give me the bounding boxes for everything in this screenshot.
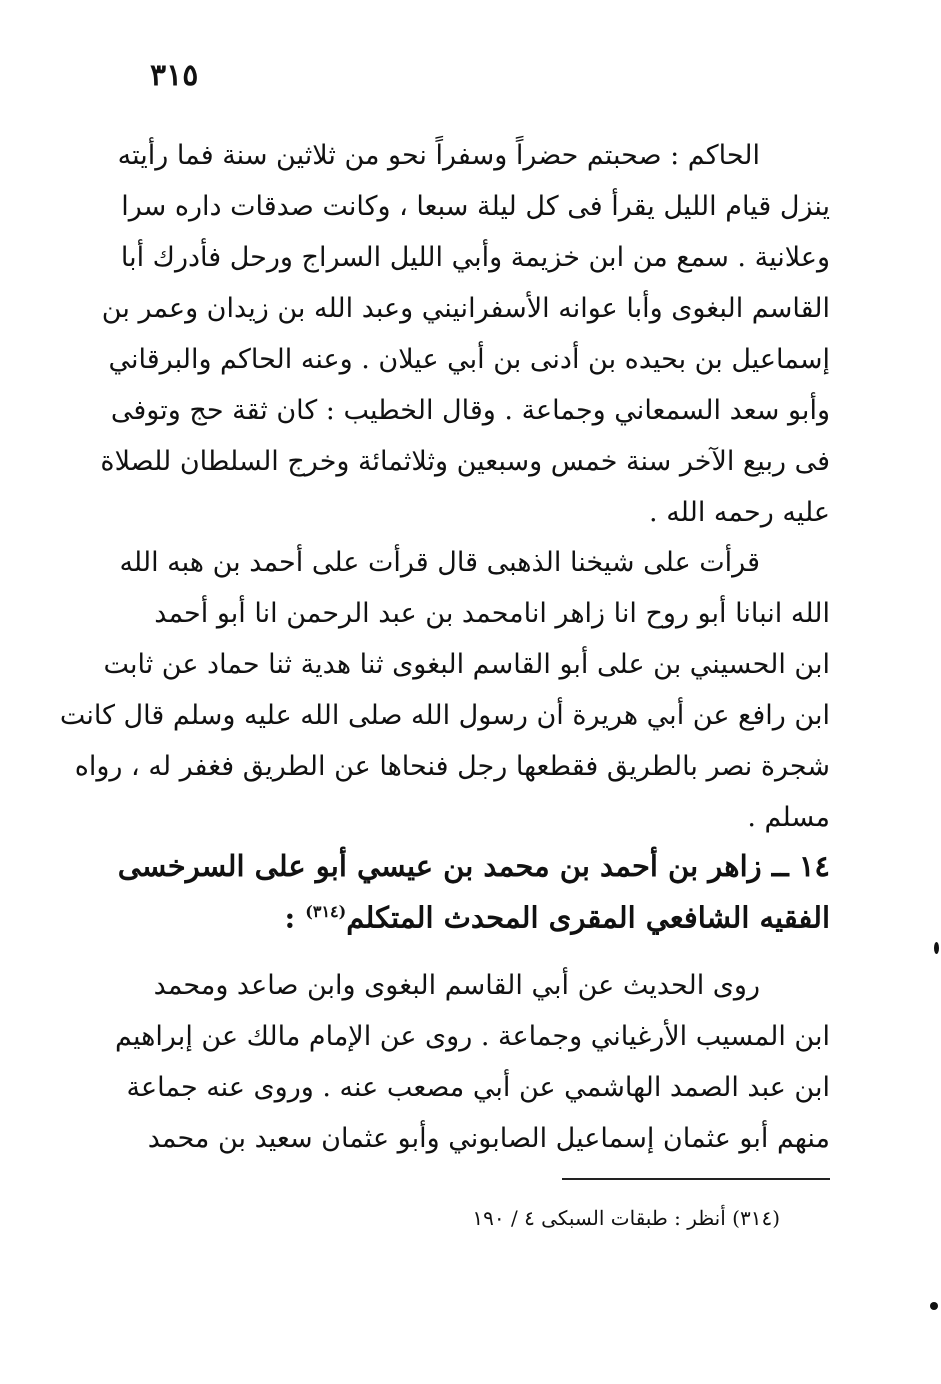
scan-mark — [930, 1302, 938, 1310]
heading-line-2 — [160, 889, 830, 941]
text-line: الحاكم : صحبتم حضراً وسفراً نحو من ثلاثين سنة فما رأيته — [117, 140, 760, 171]
entry-heading — [117, 843, 830, 941]
text-line: روى الحديث عن أبي القاسم البغوى وابن صاعد ومحمد — [153, 970, 760, 1001]
page-number: ٣١٥ — [150, 58, 199, 93]
heading-colon: : — [284, 900, 296, 935]
heading-line-2-text: الفقيه الشافعي المقرى المحدث المتكلم — [346, 900, 830, 935]
footnote: (٣١٤) أنظر : طبقات السبكى ٤ / ١٩٠ — [472, 1206, 780, 1230]
text-line: ينزل قيام الليل يقرأ فى كل ليلة سبعا ، وكانت صدقات داره سرا — [121, 191, 830, 222]
text-line: القاسم البغوى وأبا عوانه الأسفرانيني وعبد الله بن زيدان وعمر بن — [101, 293, 830, 324]
paragraph-3 — [115, 960, 830, 1164]
text-line: عليه رحمه الله . — [649, 497, 830, 528]
text-line: ابن المسيب الأرغياني وجماعة . روى عن الإمام مالك عن إبراهيم — [115, 1021, 830, 1052]
heading-line-1: ١٤ ــ زاهر بن أحمد بن محمد بن عيسي أبو على السرخسى — [117, 849, 830, 883]
paragraph-1 — [100, 130, 830, 538]
text-line: مسلم . — [747, 802, 830, 833]
text-line: وأبو سعد السمعاني وجماعة . وقال الخطيب : كان ثقة حج وتوفى — [110, 395, 830, 426]
footnote-reference: (٣١٤) — [305, 902, 347, 921]
text-line: منهم أبو عثمان إسماعيل الصابوني وأبو عثمان سعيد بن محمد — [147, 1123, 830, 1154]
text-line: فى ربيع الآخر سنة خمس وسبعين وثلاثمائة وخرج السلطان للصلاة — [100, 446, 830, 477]
text-line: الله انبانا أبو روح انا زاهر انامحمد بن عبد الرحمن انا أبو أحمد — [154, 598, 830, 629]
paragraph-2 — [59, 537, 830, 843]
footnote-divider — [562, 1178, 830, 1180]
text-line: شجرة نصر بالطريق فقطعها رجل فنحاها عن الطريق فغفر له ، رواه — [74, 751, 830, 782]
text-line: قرأت على شيخنا الذهبى قال قرأت على أحمد بن هبه الله — [119, 547, 760, 578]
text-line: إسماعيل بن بحيده بن أدنى بن أبي عيلان . وعنه الحاكم والبرقاني — [108, 344, 830, 375]
text-line: ابن الحسيني بن على أبو القاسم البغوى ثنا هدية ثنا حماد عن ثابت — [103, 649, 830, 680]
text-line: ابن رافع عن أبي هريرة أن رسول الله صلى الله عليه وسلم قال كانت — [59, 700, 830, 731]
text-line: وعلانية . سمع من ابن خزيمة وأبي الليل السراج ورحل فأدرك أبا — [120, 242, 830, 273]
scan-mark — [934, 942, 939, 954]
text-line: ابن عبد الصمد الهاشمي عن أبي مصعب عنه . وروى عنه جماعة — [126, 1072, 830, 1103]
